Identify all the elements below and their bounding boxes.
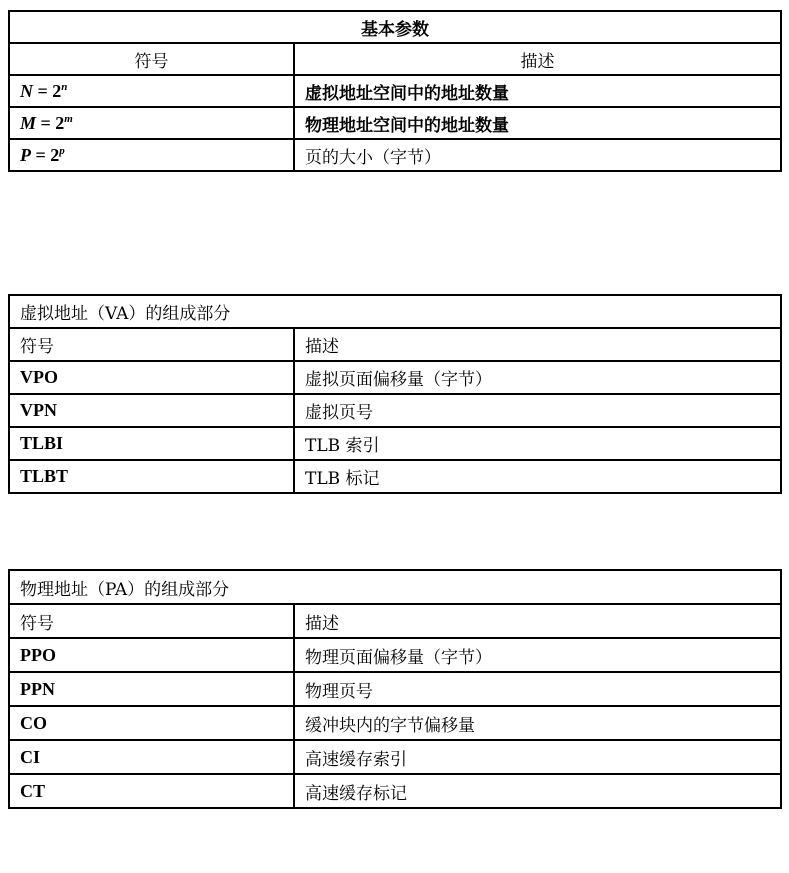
table-row — [9, 638, 781, 672]
description-cell: 虚拟地址空间中的地址数量 — [294, 75, 781, 107]
symbol-variable: N — [20, 80, 33, 101]
pa-components-table — [8, 569, 782, 809]
table-row — [9, 361, 781, 394]
symbol-cell: VPN — [9, 394, 294, 427]
table-row — [9, 774, 781, 808]
description-cell: 虚拟页面偏移量（字节） — [294, 361, 781, 394]
symbol-cell — [9, 75, 294, 107]
header-description: 描述 — [294, 604, 781, 638]
symbol-cell: CI — [9, 740, 294, 774]
table-row — [9, 427, 781, 460]
symbol-cell — [9, 107, 294, 139]
table-row — [9, 740, 781, 774]
symbol-cell: PPN — [9, 672, 294, 706]
table-header-row — [9, 43, 781, 75]
symbol-cell: CO — [9, 706, 294, 740]
symbol-cell: TLBI — [9, 427, 294, 460]
symbol-equals: = 2 — [31, 144, 60, 165]
symbol-exponent: m — [64, 112, 73, 125]
header-symbol: 符号 — [9, 43, 294, 75]
symbol-exponent: p — [59, 144, 65, 157]
symbol-cell: TLBT — [9, 460, 294, 493]
table-row — [9, 75, 781, 107]
description-cell: 高速缓存标记 — [294, 774, 781, 808]
pa-components-title: 物理地址（PA）的组成部分 — [9, 570, 781, 604]
va-components-table — [8, 294, 782, 494]
table-header-row — [9, 604, 781, 638]
header-symbol: 符号 — [9, 604, 294, 638]
table-row — [9, 107, 781, 139]
symbol-equals: = 2 — [33, 80, 62, 101]
table-row — [9, 460, 781, 493]
table-row — [9, 139, 781, 171]
symbol-cell: CT — [9, 774, 294, 808]
description-cell: 物理地址空间中的地址数量 — [294, 107, 781, 139]
description-cell: 物理页号 — [294, 672, 781, 706]
header-symbol: 符号 — [9, 328, 294, 361]
symbol-equals: = 2 — [36, 112, 65, 133]
symbol-cell: PPO — [9, 638, 294, 672]
symbol-exponent: n — [61, 80, 68, 93]
basic-params-table — [8, 10, 782, 172]
symbol-cell — [9, 139, 294, 171]
symbol-cell: VPO — [9, 361, 294, 394]
description-cell: TLB 索引 — [294, 427, 781, 460]
table-row — [9, 672, 781, 706]
table-row — [9, 706, 781, 740]
description-cell: 虚拟页号 — [294, 394, 781, 427]
header-description: 描述 — [294, 43, 781, 75]
description-cell: 物理页面偏移量（字节） — [294, 638, 781, 672]
table-header-row — [9, 328, 781, 361]
description-cell: 缓冲块内的字节偏移量 — [294, 706, 781, 740]
va-components-title: 虚拟地址（VA）的组成部分 — [9, 295, 781, 328]
table-row — [9, 394, 781, 427]
header-description: 描述 — [294, 328, 781, 361]
description-cell: TLB 标记 — [294, 460, 781, 493]
symbol-variable: M — [20, 112, 37, 133]
basic-params-title: 基本参数 — [9, 11, 781, 43]
description-cell: 高速缓存索引 — [294, 740, 781, 774]
description-cell: 页的大小（字节） — [294, 139, 781, 171]
symbol-variable: P — [20, 144, 31, 165]
